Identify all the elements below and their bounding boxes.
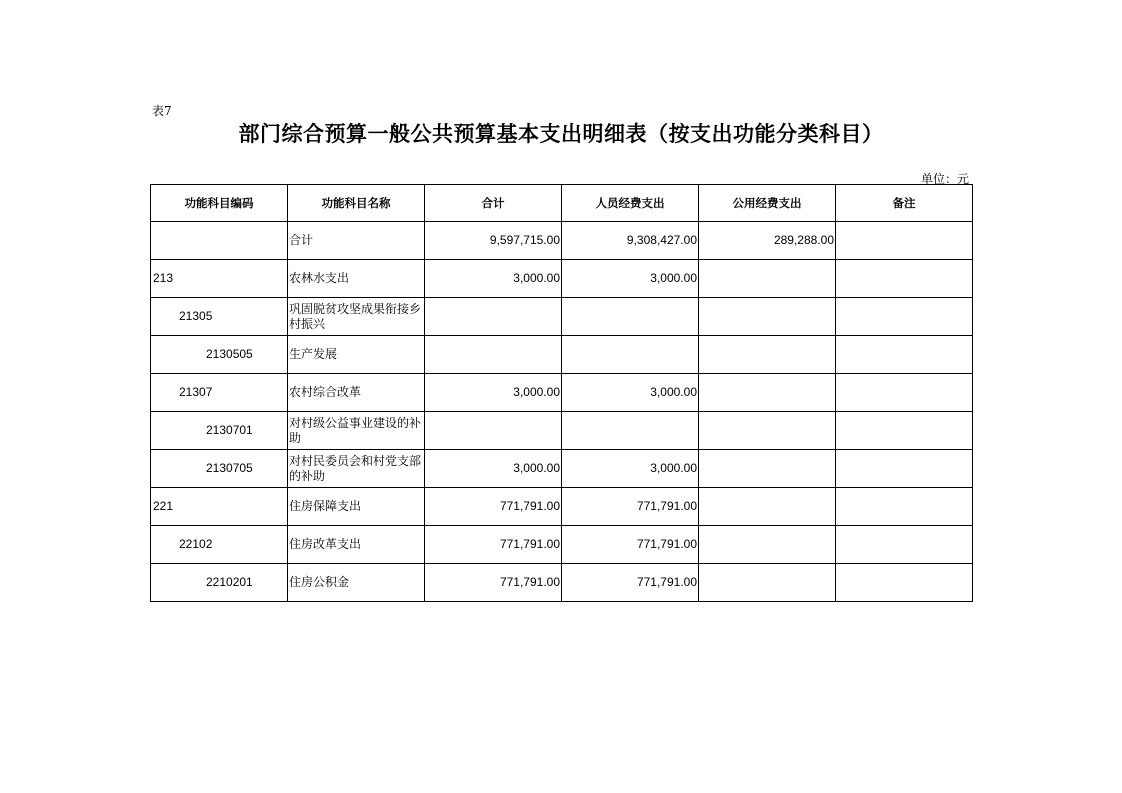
table-row	[151, 526, 973, 564]
row-total	[425, 336, 562, 374]
header-total: 合计	[425, 185, 562, 222]
row-note	[836, 222, 973, 260]
header-code: 功能科目编码	[151, 185, 288, 222]
table-row	[151, 564, 973, 602]
row-code: 2130705	[151, 450, 288, 488]
row-code: 2130701	[151, 412, 288, 450]
row-name: 生产发展	[288, 336, 425, 374]
row-note	[836, 298, 973, 336]
row-personnel: 771,791.00	[562, 526, 699, 564]
row-code: 221	[151, 488, 288, 526]
table-row	[151, 222, 973, 260]
header-public: 公用经费支出	[699, 185, 836, 222]
row-note	[836, 526, 973, 564]
row-personnel: 9,308,427.00	[562, 222, 699, 260]
row-public	[699, 526, 836, 564]
row-note	[836, 336, 973, 374]
row-note	[836, 260, 973, 298]
row-public	[699, 298, 836, 336]
header-personnel: 人员经费支出	[562, 185, 699, 222]
row-name: 农林水支出	[288, 260, 425, 298]
row-total: 3,000.00	[425, 260, 562, 298]
row-note	[836, 488, 973, 526]
row-total: 771,791.00	[425, 564, 562, 602]
row-name: 住房改革支出	[288, 526, 425, 564]
row-name: 农村综合改革	[288, 374, 425, 412]
table-number: 表7	[152, 104, 172, 118]
row-personnel	[562, 336, 699, 374]
row-code: 2130505	[151, 336, 288, 374]
table-row	[151, 374, 973, 412]
row-total: 771,791.00	[425, 526, 562, 564]
unit-label: 单位：元	[920, 172, 969, 186]
row-total	[425, 412, 562, 450]
row-public	[699, 450, 836, 488]
row-personnel	[562, 412, 699, 450]
row-name: 对村民委员会和村党支部的补助	[288, 450, 425, 488]
row-code: 21305	[151, 298, 288, 336]
row-public	[699, 488, 836, 526]
row-personnel: 771,791.00	[562, 564, 699, 602]
row-total: 3,000.00	[425, 450, 562, 488]
header-note: 备注	[836, 185, 973, 222]
row-public	[699, 564, 836, 602]
table-row	[151, 336, 973, 374]
row-total: 9,597,715.00	[425, 222, 562, 260]
budget-table	[150, 184, 973, 602]
row-total: 771,791.00	[425, 488, 562, 526]
row-name: 巩固脱贫攻坚成果衔接乡村振兴	[288, 298, 425, 336]
row-code: 2210201	[151, 564, 288, 602]
row-personnel: 771,791.00	[562, 488, 699, 526]
row-public	[699, 374, 836, 412]
row-public	[699, 260, 836, 298]
row-name: 住房保障支出	[288, 488, 425, 526]
row-total	[425, 298, 562, 336]
row-public	[699, 412, 836, 450]
row-note	[836, 564, 973, 602]
header-row	[151, 185, 973, 222]
row-public	[699, 336, 836, 374]
header-name: 功能科目名称	[288, 185, 425, 222]
row-code: 213	[151, 260, 288, 298]
row-name: 住房公积金	[288, 564, 425, 602]
row-note	[836, 450, 973, 488]
row-personnel	[562, 298, 699, 336]
row-personnel: 3,000.00	[562, 450, 699, 488]
row-note	[836, 412, 973, 450]
row-code: 22102	[151, 526, 288, 564]
page-title: 部门综合预算一般公共预算基本支出明细表（按支出功能分类科目）	[238, 122, 884, 146]
table-row	[151, 450, 973, 488]
table-row	[151, 260, 973, 298]
row-note	[836, 374, 973, 412]
row-name: 合计	[288, 222, 425, 260]
table-row	[151, 488, 973, 526]
row-total: 3,000.00	[425, 374, 562, 412]
row-code	[151, 222, 288, 260]
row-personnel: 3,000.00	[562, 374, 699, 412]
row-code: 21307	[151, 374, 288, 412]
row-name: 对村级公益事业建设的补助	[288, 412, 425, 450]
row-public: 289,288.00	[699, 222, 836, 260]
table-row	[151, 298, 973, 336]
table-row	[151, 412, 973, 450]
row-personnel: 3,000.00	[562, 260, 699, 298]
